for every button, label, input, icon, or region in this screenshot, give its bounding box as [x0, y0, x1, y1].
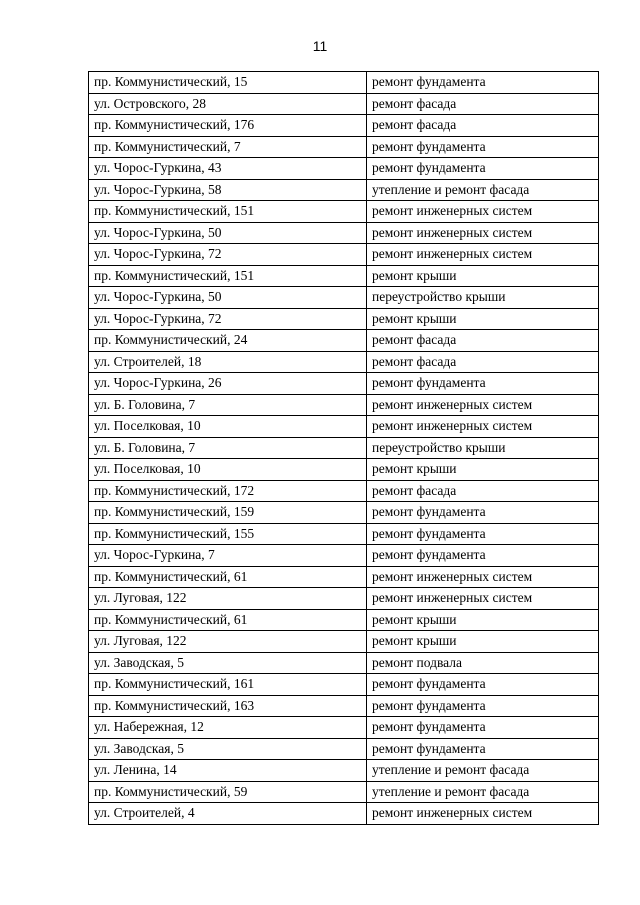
table-row	[89, 158, 599, 180]
address-cell: ул. Поселковая, 10	[89, 416, 367, 438]
work-type-cell: ремонт фасада	[367, 351, 599, 373]
table-row	[89, 373, 599, 395]
address-cell: пр. Коммунистический, 163	[89, 695, 367, 717]
table-row	[89, 179, 599, 201]
address-cell: пр. Коммунистический, 161	[89, 674, 367, 696]
work-type-cell: ремонт инженерных систем	[367, 803, 599, 825]
table-row	[89, 803, 599, 825]
work-type-cell: ремонт фасада	[367, 480, 599, 502]
address-cell: ул. Чорос-Гуркина, 26	[89, 373, 367, 395]
work-type-cell: ремонт фундамента	[367, 158, 599, 180]
table-row	[89, 652, 599, 674]
table-row	[89, 502, 599, 524]
address-cell: ул. Набережная, 12	[89, 717, 367, 739]
table-row	[89, 351, 599, 373]
address-cell: ул. Поселковая, 10	[89, 459, 367, 481]
address-cell: ул. Чорос-Гуркина, 72	[89, 244, 367, 266]
table-row	[89, 566, 599, 588]
table-row	[89, 308, 599, 330]
table-row	[89, 781, 599, 803]
work-type-cell: переустройство крыши	[367, 287, 599, 309]
table-row	[89, 330, 599, 352]
address-cell: ул. Строителей, 18	[89, 351, 367, 373]
table-row	[89, 287, 599, 309]
work-type-cell: ремонт фундамента	[367, 502, 599, 524]
address-cell: пр. Коммунистический, 155	[89, 523, 367, 545]
table-row	[89, 244, 599, 266]
address-cell: пр. Коммунистический, 176	[89, 115, 367, 137]
address-cell: ул. Чорос-Гуркина, 7	[89, 545, 367, 567]
address-cell: ул. Чорос-Гуркина, 72	[89, 308, 367, 330]
work-type-cell: ремонт фундамента	[367, 523, 599, 545]
work-type-cell: ремонт фундамента	[367, 373, 599, 395]
table-row	[89, 523, 599, 545]
table-row	[89, 480, 599, 502]
work-type-cell: ремонт инженерных систем	[367, 222, 599, 244]
table-row	[89, 545, 599, 567]
table-row	[89, 588, 599, 610]
work-type-cell: ремонт фундамента	[367, 72, 599, 94]
address-cell: ул. Островского, 28	[89, 93, 367, 115]
work-type-cell: ремонт крыши	[367, 631, 599, 653]
table-row	[89, 738, 599, 760]
address-cell: ул. Строителей, 4	[89, 803, 367, 825]
table-row	[89, 201, 599, 223]
address-cell: пр. Коммунистический, 15	[89, 72, 367, 94]
address-cell: ул. Чорос-Гуркина, 50	[89, 222, 367, 244]
table-row	[89, 609, 599, 631]
work-type-cell: ремонт крыши	[367, 609, 599, 631]
address-cell: пр. Коммунистический, 61	[89, 609, 367, 631]
work-type-cell: ремонт фундамента	[367, 738, 599, 760]
work-type-cell: ремонт фасада	[367, 93, 599, 115]
address-cell: пр. Коммунистический, 24	[89, 330, 367, 352]
address-cell: ул. Заводская, 5	[89, 652, 367, 674]
table-row	[89, 222, 599, 244]
address-cell: пр. Коммунистический, 151	[89, 201, 367, 223]
work-type-cell: ремонт фасада	[367, 330, 599, 352]
table-body	[89, 72, 599, 825]
address-cell: пр. Коммунистический, 7	[89, 136, 367, 158]
work-type-cell: ремонт подвала	[367, 652, 599, 674]
work-type-cell: ремонт инженерных систем	[367, 416, 599, 438]
work-type-cell: ремонт инженерных систем	[367, 244, 599, 266]
table-row	[89, 437, 599, 459]
work-type-cell: ремонт крыши	[367, 265, 599, 287]
address-cell: пр. Коммунистический, 159	[89, 502, 367, 524]
table-row	[89, 136, 599, 158]
work-type-cell: утепление и ремонт фасада	[367, 781, 599, 803]
work-type-cell: ремонт фасада	[367, 115, 599, 137]
address-cell: ул. Чорос-Гуркина, 43	[89, 158, 367, 180]
works-table	[88, 71, 599, 825]
address-cell: ул. Чорос-Гуркина, 50	[89, 287, 367, 309]
table-row	[89, 631, 599, 653]
address-cell: пр. Коммунистический, 151	[89, 265, 367, 287]
address-cell: пр. Коммунистический, 61	[89, 566, 367, 588]
address-cell: пр. Коммунистический, 59	[89, 781, 367, 803]
address-cell: ул. Луговая, 122	[89, 588, 367, 610]
table-row	[89, 394, 599, 416]
table-row	[89, 72, 599, 94]
table-row	[89, 115, 599, 137]
table-row	[89, 674, 599, 696]
address-cell: пр. Коммунистический, 172	[89, 480, 367, 502]
address-cell: ул. Луговая, 122	[89, 631, 367, 653]
table-row	[89, 416, 599, 438]
address-cell: ул. Ленина, 14	[89, 760, 367, 782]
work-type-cell: переустройство крыши	[367, 437, 599, 459]
address-cell: ул. Заводская, 5	[89, 738, 367, 760]
address-cell: ул. Чорос-Гуркина, 58	[89, 179, 367, 201]
work-type-cell: ремонт инженерных систем	[367, 588, 599, 610]
work-type-cell: ремонт фундамента	[367, 717, 599, 739]
work-type-cell: ремонт инженерных систем	[367, 201, 599, 223]
table-row	[89, 459, 599, 481]
table-row	[89, 760, 599, 782]
table-row	[89, 265, 599, 287]
work-type-cell: утепление и ремонт фасада	[367, 760, 599, 782]
work-type-cell: ремонт фундамента	[367, 545, 599, 567]
table-row	[89, 695, 599, 717]
work-type-cell: ремонт инженерных систем	[367, 394, 599, 416]
work-type-cell: ремонт крыши	[367, 459, 599, 481]
work-type-cell: утепление и ремонт фасада	[367, 179, 599, 201]
work-type-cell: ремонт крыши	[367, 308, 599, 330]
address-cell: ул. Б. Головина, 7	[89, 437, 367, 459]
page-number: 11	[312, 38, 328, 54]
address-cell: ул. Б. Головина, 7	[89, 394, 367, 416]
table-row	[89, 93, 599, 115]
work-type-cell: ремонт фундамента	[367, 695, 599, 717]
work-type-cell: ремонт фундамента	[367, 674, 599, 696]
work-type-cell: ремонт инженерных систем	[367, 566, 599, 588]
work-type-cell: ремонт фундамента	[367, 136, 599, 158]
table-row	[89, 717, 599, 739]
